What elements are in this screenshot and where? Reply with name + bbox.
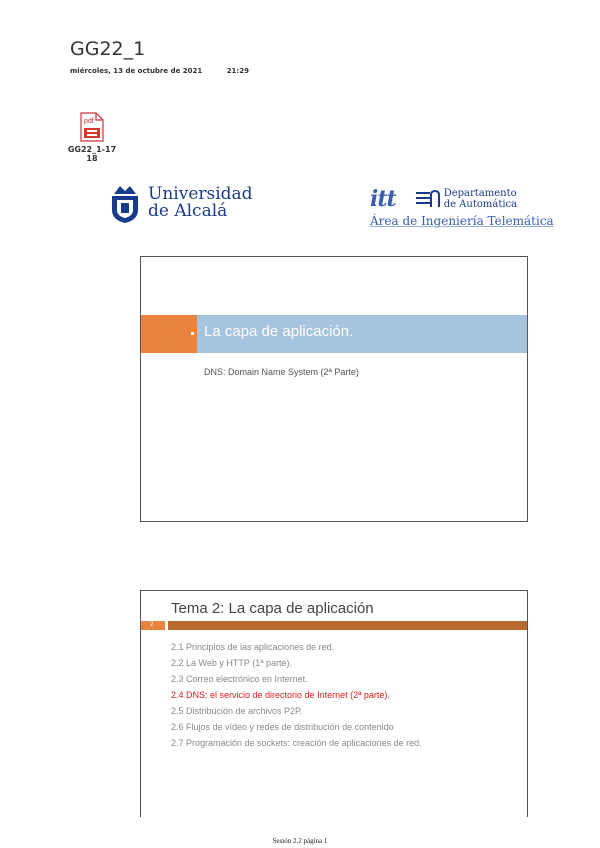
page-date: miércoles, 13 de octubre de 2021 (70, 67, 203, 75)
slide-subheading: DNS: Domain Name System (2ª Parte) (204, 367, 359, 377)
university-crest-icon (108, 182, 142, 224)
bullet-icon (191, 332, 194, 335)
department-name-line2: de Automática (443, 199, 518, 210)
list-item-highlighted: 2.4 DNS: el servicio de directorio de Internet (2ª parte). (171, 690, 390, 700)
list-item: 2.5 Distribución de archivos P2P. (171, 706, 303, 716)
university-name-line1: Universidad (148, 184, 253, 204)
list-item: 2.3 Correo electrónico en Internet. (171, 674, 308, 684)
department-name-line1: Departamento (443, 188, 517, 199)
page-timestamp (70, 67, 249, 75)
pdf-icon-label: pdf (84, 118, 94, 125)
university-logo (108, 182, 253, 224)
topic-list (171, 639, 422, 751)
slide-accent-block (141, 315, 197, 353)
page-footer: Sesión 2.2 página 1 (272, 837, 328, 845)
slide-title (140, 256, 528, 522)
area-name: Área de Ingeniería Telemática (370, 214, 554, 228)
itt-logo: itt (370, 186, 396, 212)
slide-number: 2 (150, 622, 154, 628)
university-name-line2: de Alcalá (148, 201, 228, 221)
pdf-file-icon (80, 112, 104, 142)
list-item: 2.7 Programación de sockets: creación de aplicaciones de red. (171, 738, 422, 748)
slide-heading: La capa de aplicación. (204, 323, 354, 340)
slide-index (140, 590, 528, 817)
department-mark-icon (414, 189, 440, 209)
slide-divider-bar (168, 621, 527, 630)
page-title: GG22_1 (70, 38, 146, 60)
attachment-name: GG22_1-17 18 (67, 145, 117, 163)
list-item: 2.2 La Web y HTTP (1ª parte). (171, 658, 293, 668)
list-item: 2.6 Flujos de vídeo y redes de distribución de contenido (171, 722, 394, 732)
slide-heading: Tema 2: La capa de aplicación (171, 600, 374, 617)
pdf-attachment[interactable] (62, 112, 122, 163)
department-logo (370, 186, 565, 228)
list-item: 2.1 Principios de las aplicaciones de red. (171, 642, 335, 652)
page-time: 21:29 (226, 67, 249, 75)
